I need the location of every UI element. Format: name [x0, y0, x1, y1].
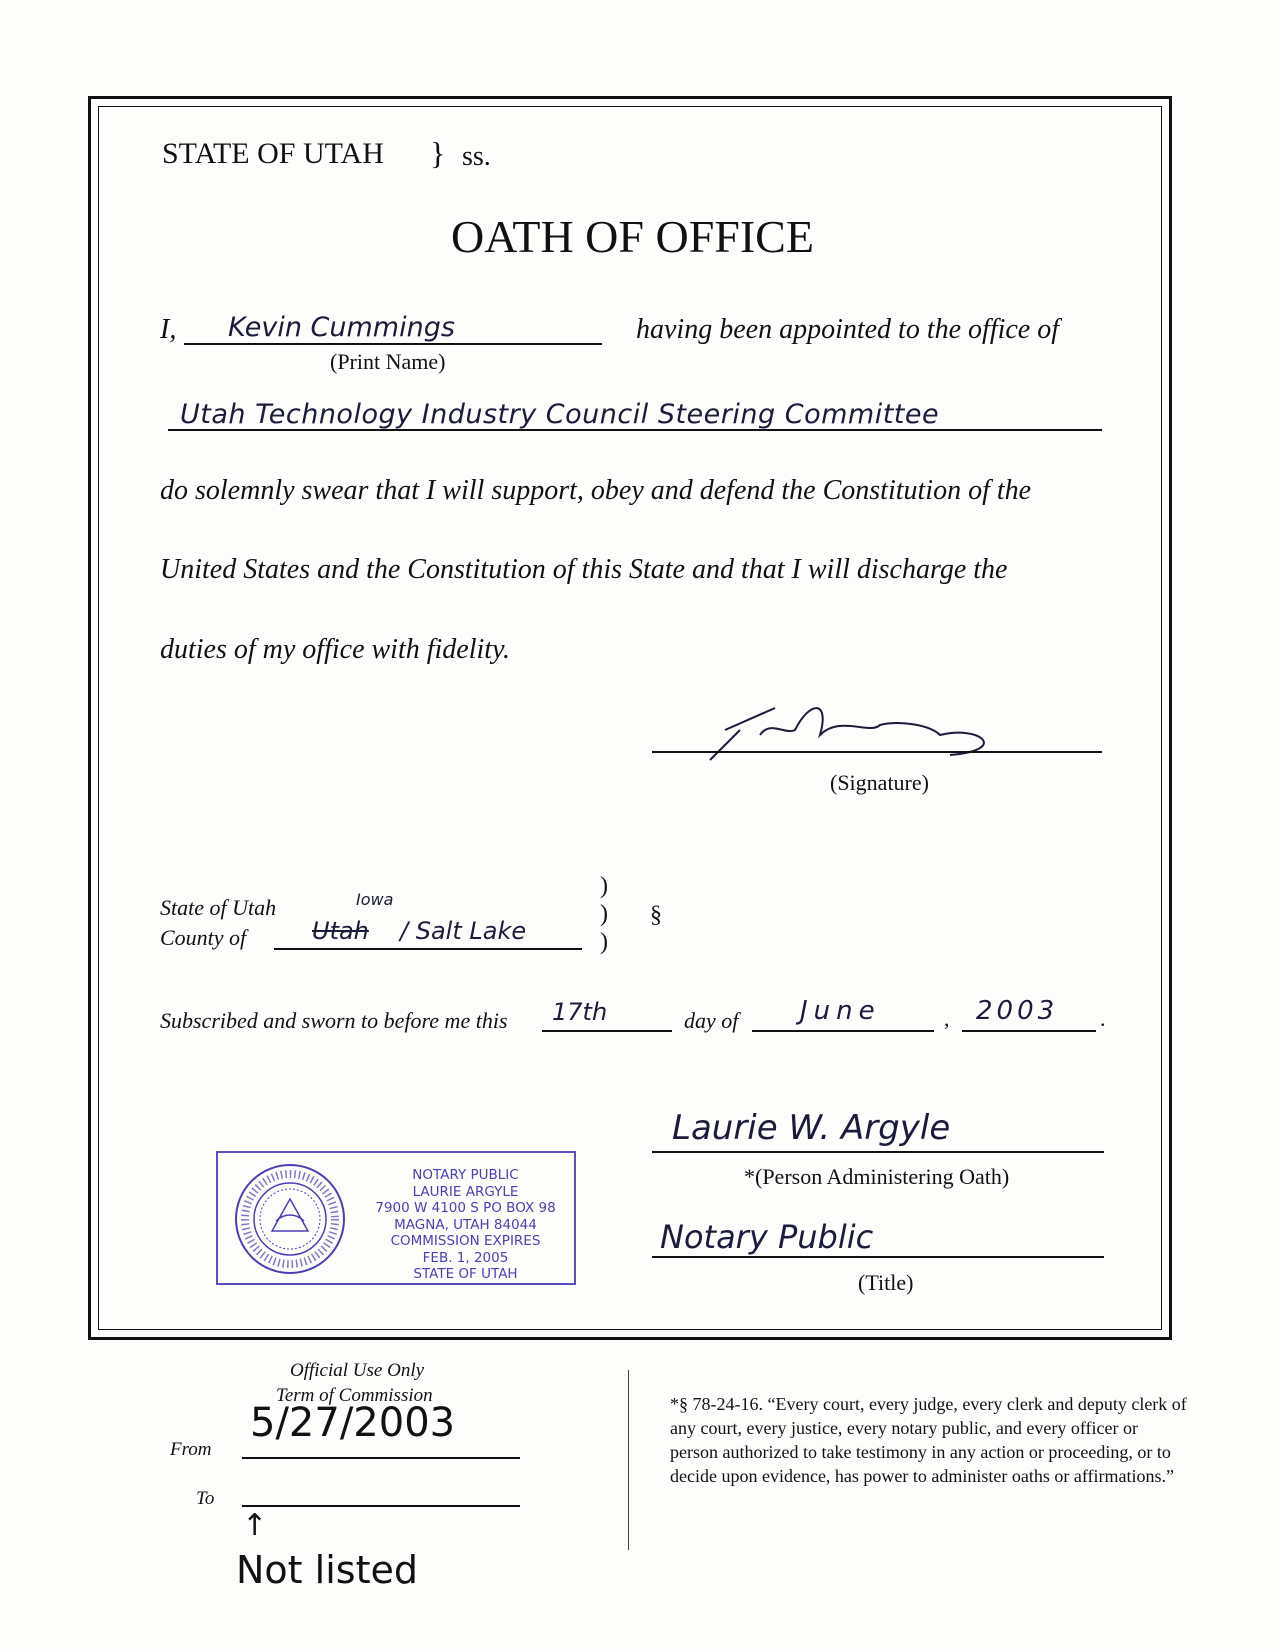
sworn-day: 17th — [552, 998, 608, 1026]
stamp-line: COMMISSION EXPIRES — [390, 1233, 541, 1249]
sworn-prefix: Subscribed and sworn to before me this — [160, 1008, 508, 1033]
appointed-text: having been appointed to the office of — [636, 314, 1060, 345]
from-line — [242, 1457, 520, 1459]
oath-line-2: United States and the Constitution of this State and that I will discharge the — [160, 554, 1008, 585]
venue-parens: ) ) ) — [600, 873, 608, 955]
stamp-line: 7900 W 4100 S PO BOX 98 — [375, 1200, 556, 1216]
county-crossed: Utah — [312, 917, 369, 945]
oath-signature — [700, 690, 1020, 770]
header-ss: ss. — [462, 141, 491, 172]
from-label: From — [170, 1439, 212, 1460]
office-value: Utah Technology Industry Council Steering Committee — [180, 399, 940, 430]
sworn-year: 2003 — [976, 996, 1059, 1026]
footer-divider — [628, 1370, 629, 1550]
year-line — [962, 1030, 1096, 1032]
oath-prefix: I, — [160, 314, 177, 345]
print-name-label: (Print Name) — [330, 349, 446, 374]
signature-line — [652, 751, 1102, 753]
oath-line-3: duties of my office with fidelity. — [160, 634, 510, 665]
notary-stamp — [216, 1151, 576, 1285]
title-line — [652, 1256, 1104, 1258]
header-brace: } — [430, 135, 446, 171]
administrator-label: *(Person Administering Oath) — [744, 1164, 1010, 1189]
stamp-line: STATE OF UTAH — [413, 1266, 518, 1282]
section-mark: § — [650, 902, 662, 928]
stamp-line: FEB. 1, 2005 — [422, 1249, 509, 1266]
print-name-value: Kevin Cummings — [228, 312, 455, 343]
county-value: / Salt Lake — [400, 917, 527, 945]
from-value: 5/27/2003 — [250, 1400, 456, 1446]
header-state: STATE OF UTAH — [162, 137, 384, 170]
official-heading: Official Use Only — [290, 1360, 425, 1381]
stamp-line: LAURIE ARGYLE — [412, 1183, 519, 1200]
oath-line-1: do solemnly swear that I will support, obey and defend the Constitution of the — [160, 475, 1032, 506]
not-listed-note: Not listed — [236, 1548, 418, 1592]
venue-county-label: County of — [160, 925, 247, 950]
sworn-month: June — [800, 996, 881, 1026]
stamp-line: MAGNA, UTAH 84044 — [394, 1216, 537, 1233]
administrator-line — [652, 1151, 1104, 1153]
official-term: Term of Commission — [276, 1385, 433, 1406]
to-line — [242, 1505, 520, 1507]
county-inserted: Iowa — [356, 890, 394, 909]
title-value: Notary Public — [660, 1218, 874, 1256]
sworn-comma: , — [944, 1006, 950, 1031]
day-of-label: day of — [684, 1008, 739, 1033]
stamp-text — [358, 1167, 573, 1283]
utah-seal-icon — [232, 1161, 348, 1277]
venue-state: State of Utah — [160, 895, 277, 920]
name-line — [184, 343, 602, 345]
stamp-line: NOTARY PUBLIC — [412, 1167, 519, 1183]
arrow-up-icon: ↑ — [242, 1508, 268, 1543]
to-label: To — [196, 1488, 215, 1509]
signature-label: (Signature) — [830, 770, 929, 795]
month-line — [752, 1030, 934, 1032]
title-label: (Title) — [858, 1270, 914, 1295]
document-title: OATH OF OFFICE — [451, 211, 814, 262]
day-line — [542, 1030, 672, 1032]
statute-footnote: *§ 78-24-16. “Every court, every judge, every clerk and deputy clerk of any court, every justice, every notary public, and every officer or person authorized to take testimony in any action or proceeding, or to decide upon evidence, has power to administer oaths or affirmations.” — [670, 1394, 1187, 1486]
administrator-signature: Laurie W. Argyle — [672, 1108, 951, 1148]
sworn-period: . — [1100, 1006, 1106, 1031]
county-line — [274, 948, 582, 950]
